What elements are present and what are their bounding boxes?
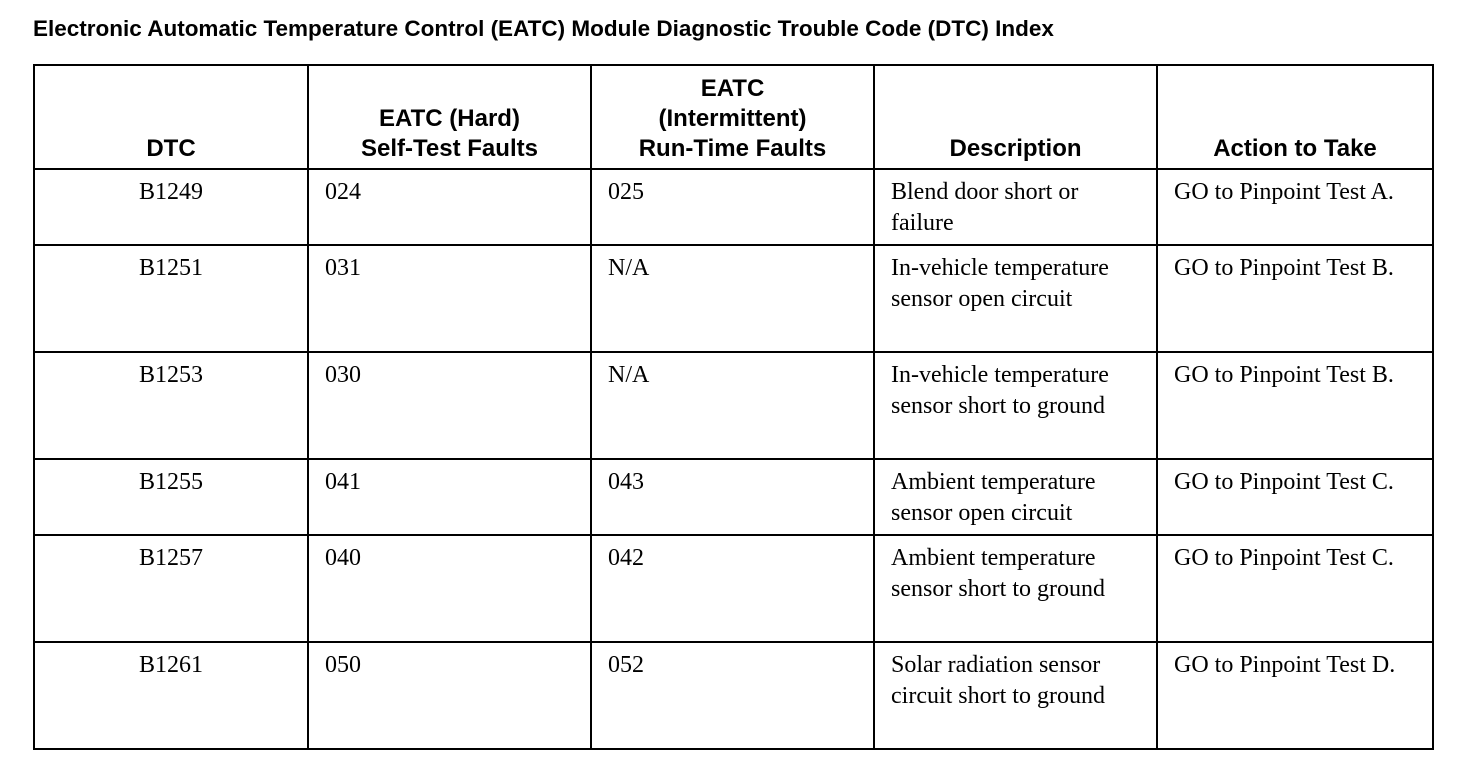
- cell-description: In-vehicle temperature sensor short to ground: [874, 352, 1157, 459]
- cell-description: Blend door short or failure: [874, 169, 1157, 245]
- cell-hard-fault: 030: [308, 352, 591, 459]
- cell-description: Solar radiation sensor circuit short to ground: [874, 642, 1157, 749]
- dtc-index-table: [33, 64, 1434, 750]
- cell-intermittent-fault: N/A: [591, 352, 874, 459]
- cell-intermittent-fault: 043: [591, 459, 874, 535]
- cell-action: GO to Pinpoint Test D.: [1157, 642, 1433, 749]
- cell-hard-fault: 040: [308, 535, 591, 642]
- header-description: [874, 65, 1157, 169]
- cell-action: GO to Pinpoint Test C.: [1157, 535, 1433, 642]
- header-action: [1157, 65, 1433, 169]
- cell-intermittent-fault: 052: [591, 642, 874, 749]
- cell-action: GO to Pinpoint Test B.: [1157, 352, 1433, 459]
- header-text: Run-Time Faults: [638, 135, 827, 162]
- table-row: [34, 642, 1433, 749]
- header-text: Self-Test Faults: [361, 135, 538, 162]
- cell-action: GO to Pinpoint Test C.: [1157, 459, 1433, 535]
- cell-intermittent-fault: 025: [591, 169, 874, 245]
- header-hard-faults: [308, 65, 591, 169]
- document-title: Electronic Automatic Temperature Control (EATC) Module Diagnostic Trouble Code (DTC) Index: [33, 16, 1054, 41]
- table-row: [34, 352, 1433, 459]
- cell-hard-fault: 050: [308, 642, 591, 749]
- cell-dtc: B1251: [34, 245, 308, 352]
- cell-action: GO to Pinpoint Test A.: [1157, 169, 1433, 245]
- header-text: EATC: [700, 75, 765, 102]
- cell-hard-fault: 031: [308, 245, 591, 352]
- table-row: [34, 169, 1433, 245]
- cell-dtc: B1253: [34, 352, 308, 459]
- cell-dtc: B1249: [34, 169, 308, 245]
- cell-hard-fault: 041: [308, 459, 591, 535]
- cell-description: Ambient temperature sensor open circuit: [874, 459, 1157, 535]
- header-intermittent-faults: [591, 65, 874, 169]
- cell-description: In-vehicle temperature sensor open circuit: [874, 245, 1157, 352]
- cell-description: Ambient temperature sensor short to ground: [874, 535, 1157, 642]
- header-text: EATC (Hard): [379, 105, 520, 132]
- header-text: DTC: [146, 135, 196, 162]
- table-row: [34, 459, 1433, 535]
- cell-dtc: B1257: [34, 535, 308, 642]
- cell-intermittent-fault: 042: [591, 535, 874, 642]
- header-dtc: [34, 65, 308, 169]
- table-row: [34, 245, 1433, 352]
- cell-dtc: B1261: [34, 642, 308, 749]
- cell-action: GO to Pinpoint Test B.: [1157, 245, 1433, 352]
- header-text: Action to Take: [1213, 135, 1377, 162]
- header-text: Description: [949, 135, 1082, 162]
- cell-hard-fault: 024: [308, 169, 591, 245]
- cell-dtc: B1255: [34, 459, 308, 535]
- table-row: [34, 535, 1433, 642]
- cell-intermittent-fault: N/A: [591, 245, 874, 352]
- header-row: [34, 65, 1433, 169]
- header-text: (Intermittent): [658, 105, 807, 132]
